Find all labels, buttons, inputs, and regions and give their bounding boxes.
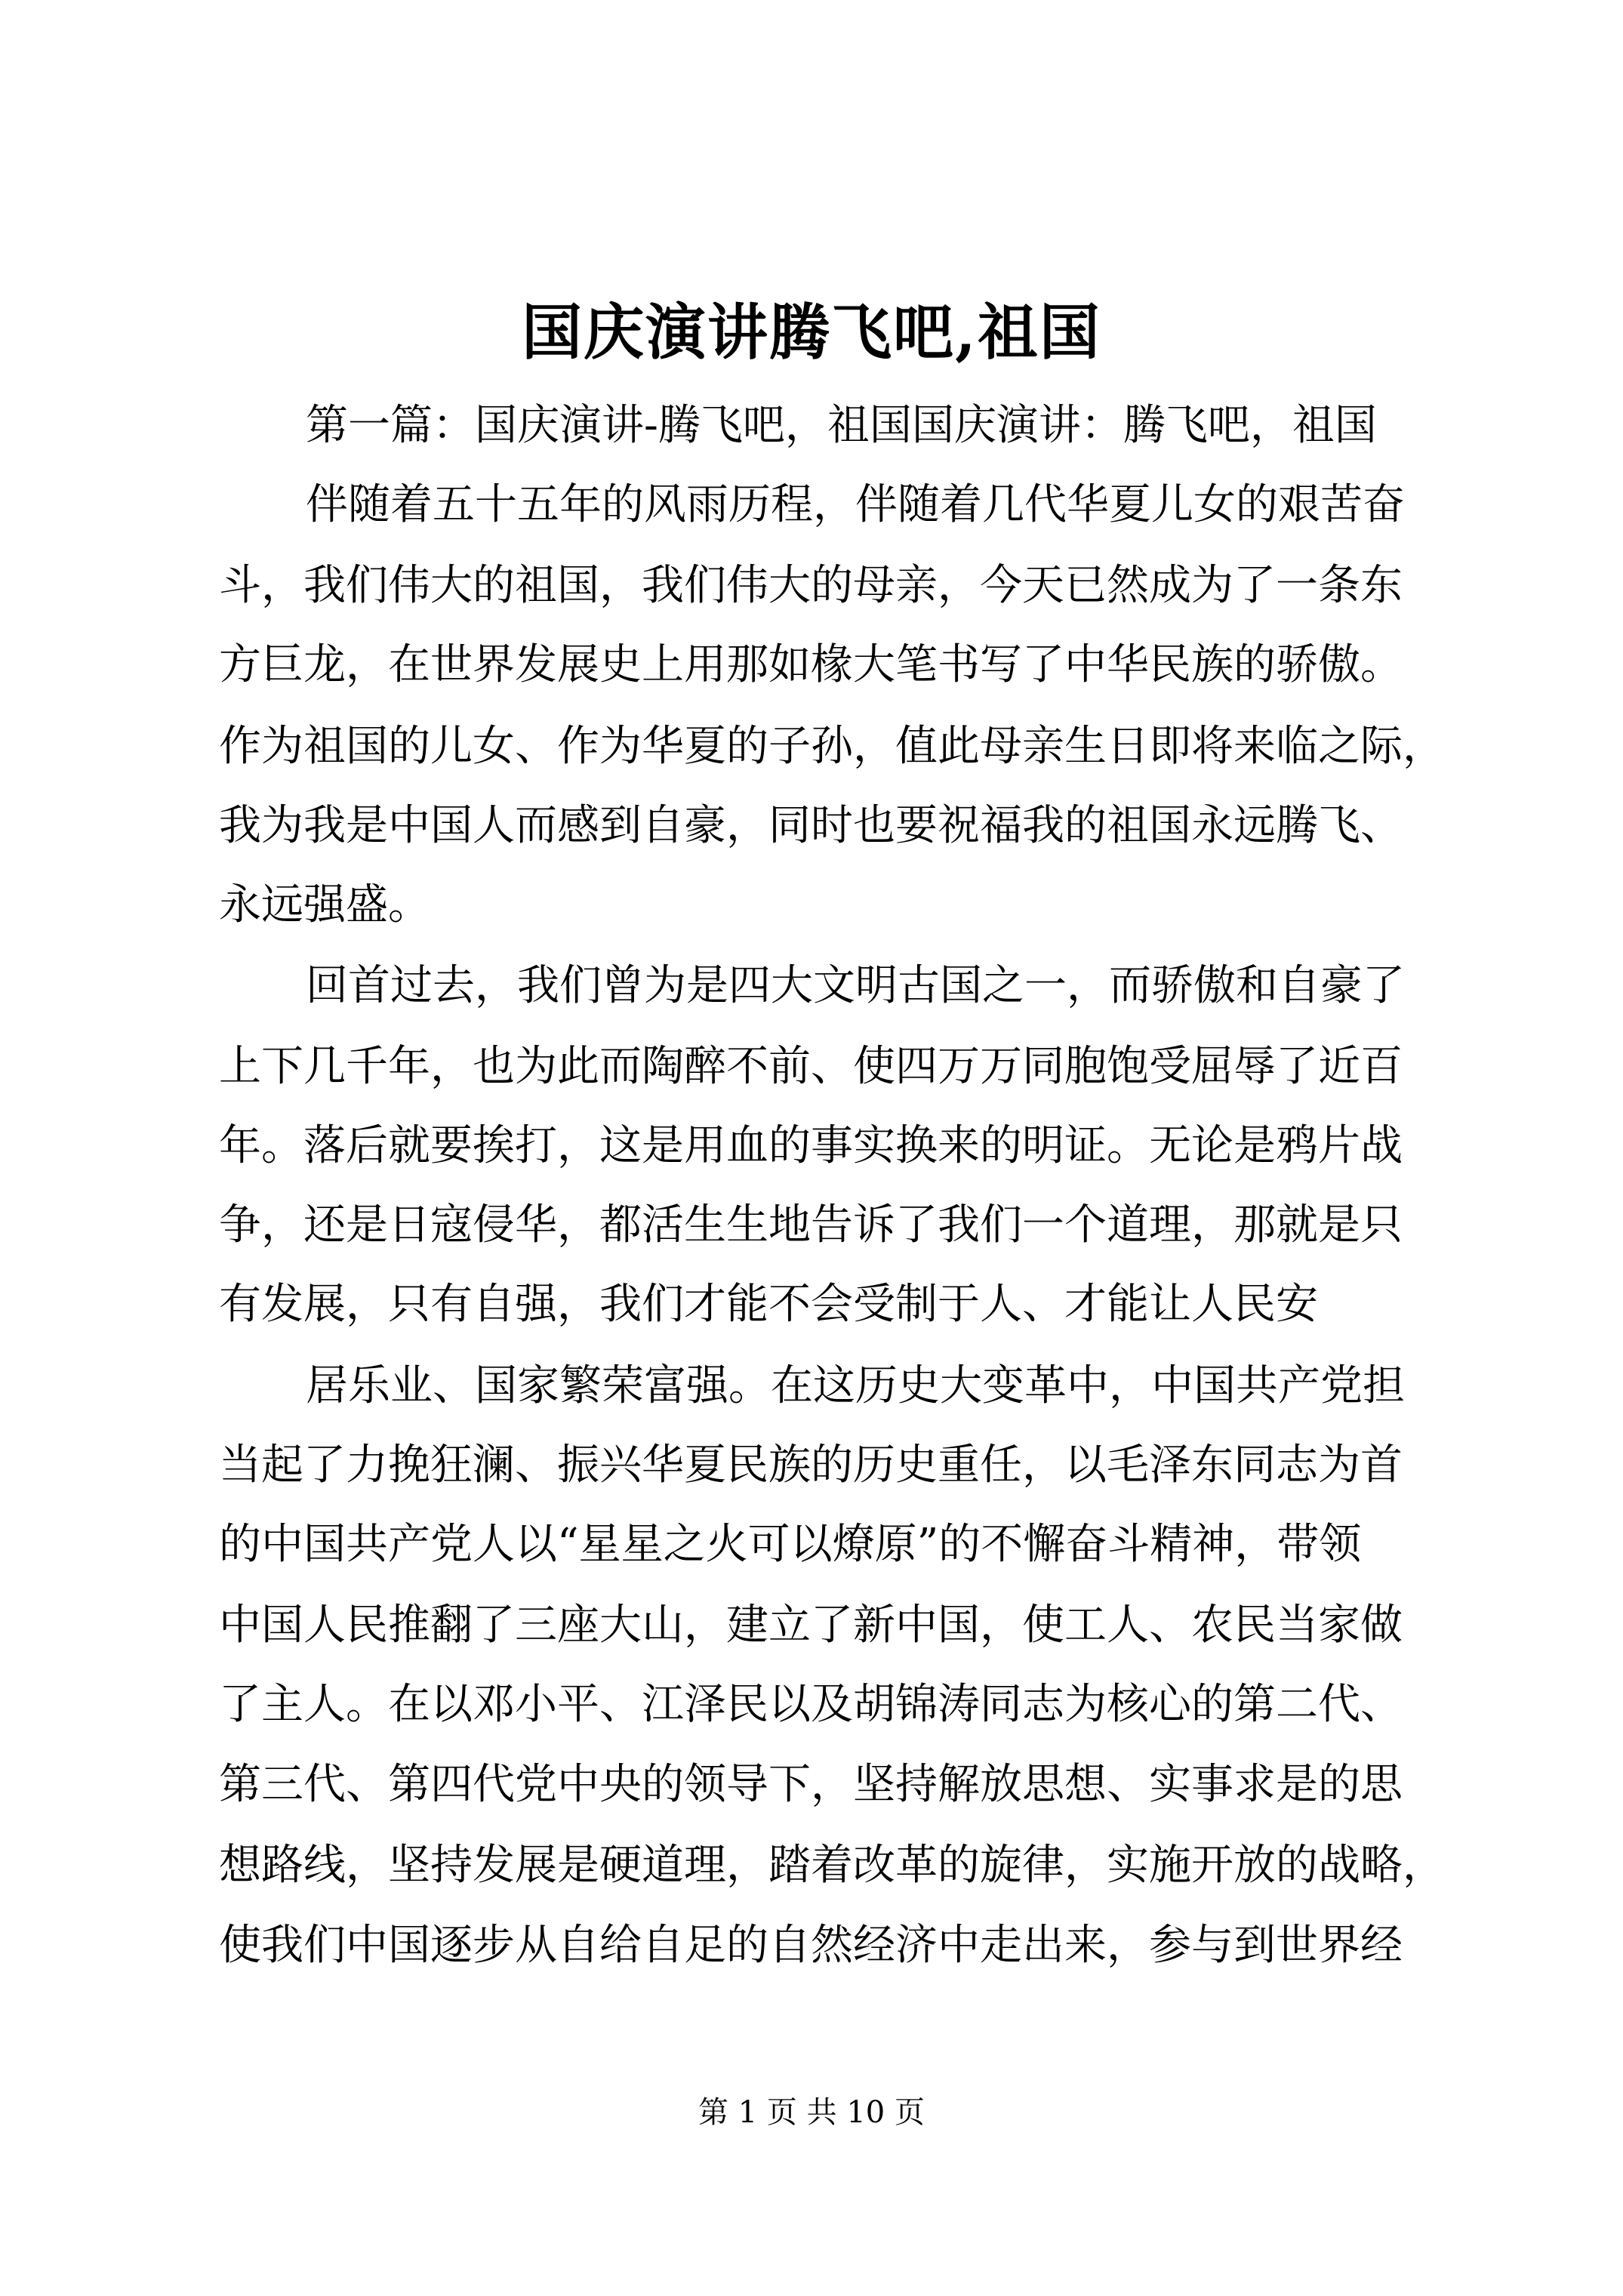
line-text: 第一篇：国庆演讲-腾飞吧，祖国国庆演讲：腾飞吧，祖国 [306,401,1377,450]
line-text: 我为我是中国人而感到自豪，同时也要祝福我的祖国永远腾飞、 [219,801,1403,850]
line-text: 第三代、第四代党中央的领导下，坚持解放思想、实事求是的思 [219,1760,1403,1809]
line-text: 回首过去，我们曾为是四大文明古国之一，而骄傲和自豪了 [306,961,1405,1010]
line-text: 斗，我们伟大的祖国，我们伟大的母亲，今天已然成为了一条东 [219,561,1403,610]
line-text: 想路线，坚持发展是硬道理，踏着改革的旋律，实施开放的战略， [219,1841,1445,1890]
line-text: 有发展，只有自强，我们才能不会受制于人、才能让人民安 [219,1280,1318,1329]
line-text: 争，还是日寇侵华，都活生生地告诉了我们一个道理，那就是只 [219,1200,1403,1250]
line-text: 的中国共产党人以“星星之火可以燎原”的不懈奋斗精神，带领 [219,1520,1362,1569]
page-footer: 第 1 页 共 10 页 [698,2095,925,2130]
line-text: 了主人。在以邓小平、江泽民以及胡锦涛同志为核心的第二代、 [219,1680,1403,1729]
line-text: 居乐业、国家繁荣富强。在这历史大变革中，中国共产党担 [306,1361,1405,1410]
line-text: 年。落后就要挨打，这是用血的事实换来的明证。无论是鸦片战 [219,1121,1403,1170]
line-text: 上下几千年，也为此而陶醉不前、使四万万同胞饱受屈辱了近百 [219,1042,1403,1091]
line-text: 方巨龙，在世界发展史上用那如椽大笔书写了中华民族的骄傲。 [219,640,1403,689]
line-text: 永远强盛。 [219,880,430,929]
line-text: 使我们中国逐步从自给自足的自然经济中走出来，参与到世界经 [219,1921,1403,1970]
line-text: 中国人民推翻了三座大山，建立了新中国，使工人、农民当家做 [219,1601,1403,1650]
line-text: 伴随着五十五年的风雨历程，伴随着几代华夏儿女的艰苦奋 [306,480,1405,529]
line-text: 作为祖国的儿女、作为华夏的子孙，值此母亲生日即将来临之际， [219,722,1445,771]
document-title: 国庆演讲腾飞吧,祖国 [522,297,1101,368]
line-text: 当起了力挽狂澜、振兴华夏民族的历史重任，以毛泽东同志为首 [219,1441,1403,1490]
